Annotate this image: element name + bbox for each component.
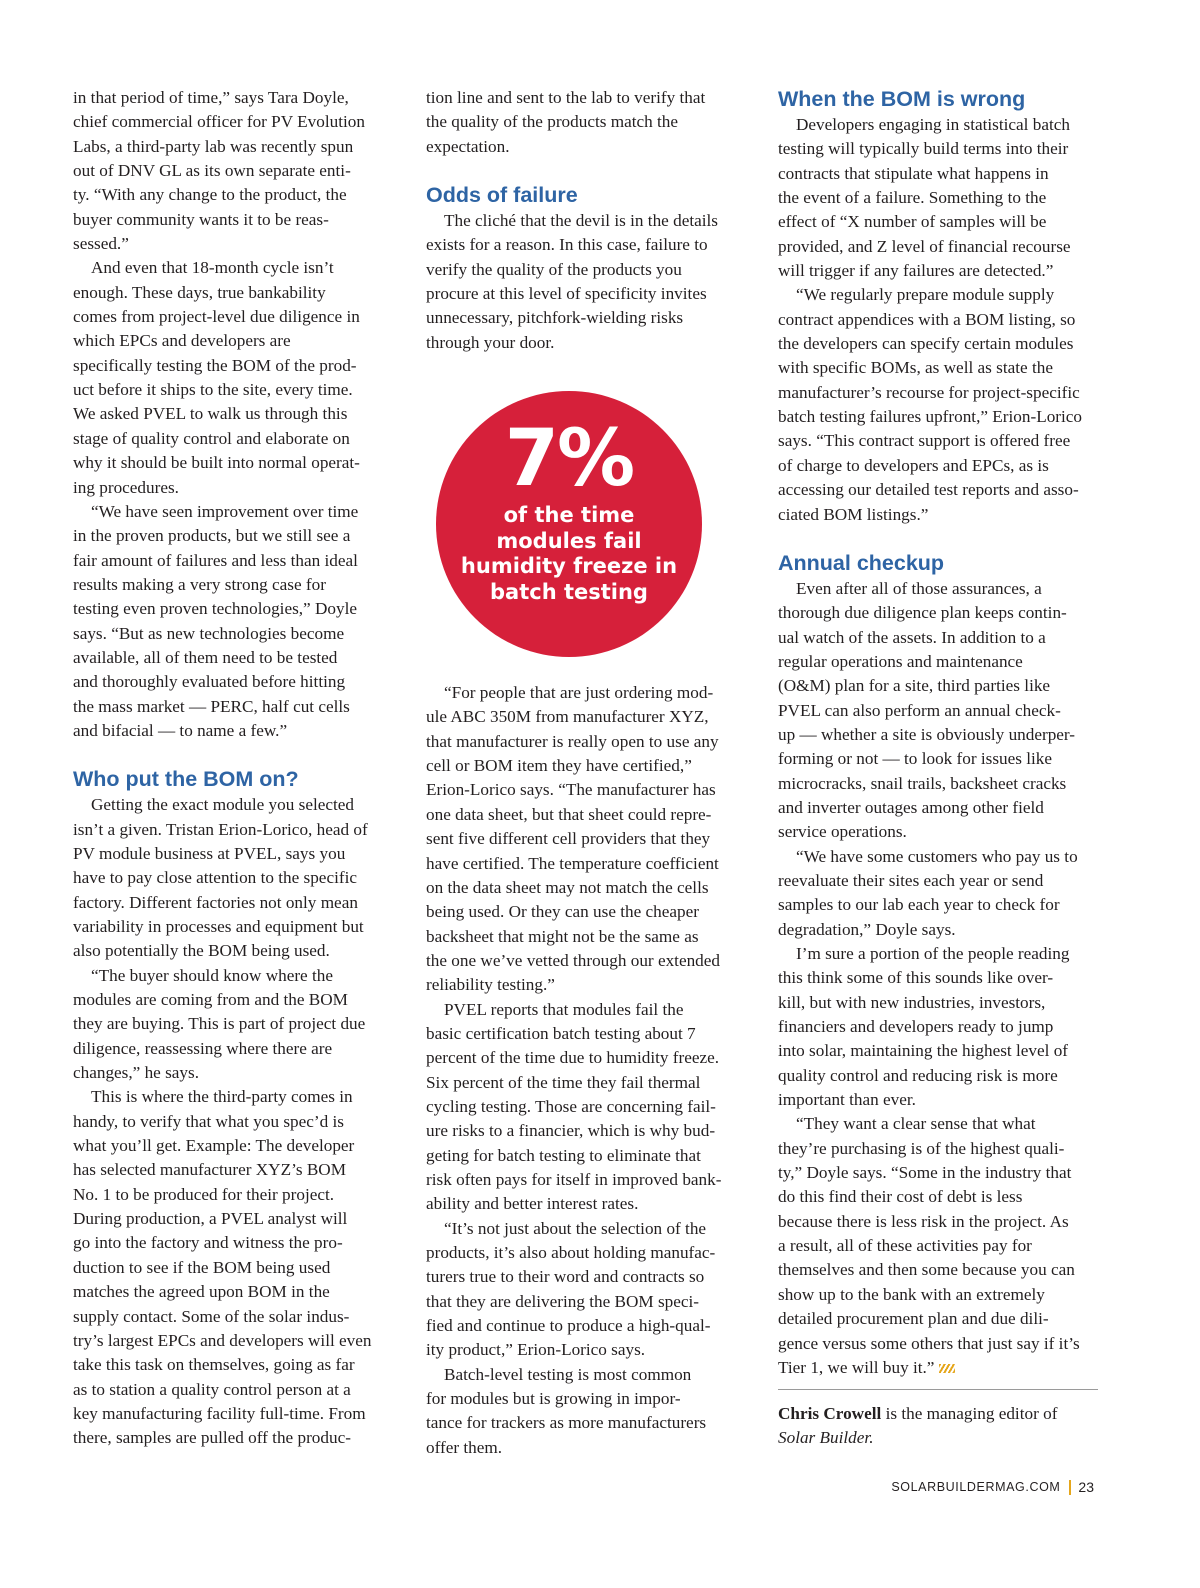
paragraph-final-text: “They want a clear sense that what they’re purchasing is of the highest quali- ty,” Doyle says. “Some in the industry that do this find their cost of debt is less because there is less risk in the project. As a result, all of these activities pay for themselves and then some because you can show up to the bank with an extremely detailed procurement plan and due dili- gence versus some others that just say if it’s Tier 1, we will buy it.” [778,1114,1080,1377]
section-heading-when-the-bom-is-wrong: When the BOM is wrong [778,87,1026,111]
paragraph: “The buyer should know where the modules are coming from and the BOM they are buying. This is part of project due diligence, reassessing where there are changes,” he says. [73,965,366,1083]
paragraph: “We have some customers who pay us to reevaluate their sites each year or send samples to our lab each year to check for degradation,” Doyle says. [778,846,1078,939]
paragraph: Getting the exact module you selected isn’t a given. Tristan Erion-Lorico, head of PV module business at PVEL, says you have to pay close attention to the specific factory. Different factories not only mean variability in processes and equipment but also potentially the BOM being used. [73,795,368,961]
byline-text: is the managing editor of [885,1404,1058,1423]
section-heading-who-put-the-bom-on: Who put the BOM on? [73,767,299,792]
paragraph: PVEL reports that modules fail the basic certification batch testing about 7 percent of the time due to humidity freeze. Six percent of the time they fail thermal cycling testing. Those are concerning fail- ure risks to a financier, which is why bud- geting for batch testing to eliminate that risk often pays for itself in improved bank- ability and better interest rates. [426,999,722,1214]
page-number: 23 [1078,1479,1094,1495]
paragraph: “We regularly prepare module supply contract appendices with a BOM listing, so the developers can specify certain modules with specific BOMs, as well as state the manufacturer’s recourse for project-specific batch testing failures upfront,” Erion-Lorico says. “This contract support is offered free of charge to developers and EPCs, as is accessing our detailed test reports and asso- ciated BOM listings.” [778,285,1083,524]
author-byline [778,1402,1100,1451]
page-footer [891,1479,1094,1495]
paragraph: The cliché that the devil is in the details exists for a reason. In this case, failure to verify the quality of the products you procure at this level of specificity invites unnecessary, pitchfork-wielding risks through your door. [426,211,718,352]
end-mark-icon [939,1364,955,1373]
callout-container [426,355,746,681]
paragraph: Even after all of those assurances, a thorough due diligence plan keeps contin- ual watch of the assets. In addition to a regular operations and maintenance (O&M) plan for a site, third parties like PVEL can also perform an annual check- up — whether a site is obviously underper- forming or not — to look for issues like microcracks, snail trails, backsheet cracks and inverter outages among other field service operations. [778,578,1076,842]
paragraph: And even that 18-month cycle isn’t enough. These days, true bankability comes from project-level due diligence in which EPCs and developers are specifically testing the BOM of the prod- uct before it ships to the site, every time. We asked PVEL to walk us through this stage of quality control and elaborate on why it should be built into normal operat- ing procedures. [73,258,360,497]
callout-caption: of the time modules fail humidity freeze in batch testing [460,503,678,604]
paragraph: Developers engaging in statistical batch testing will typically build terms into their contracts that stipulate what happens in the event of a failure. Something to the effect of “X number of samples will be provided, and Z level of financial recourse will trigger if any failures are detected.” [778,115,1071,281]
callout-stat: 7% [504,414,634,505]
column-2 [426,86,746,1460]
stat-callout-circle [436,391,702,657]
section-heading-annual-checkup: Annual checkup [778,550,945,575]
section-heading-odds-of-failure: Odds of failure [426,183,578,208]
paragraph: “We have seen improvement over time in the proven products, but we still see a fair amount of failures and less than ideal results making a very strong case for testing even proven technologies,” Doyle says. “But as new technologies become available, all of them need to be tested and thoroughly evaluated before hitting the mass market — PERC, half cut cells and bifacial — to name a few.” [73,501,359,740]
paragraph: “It’s not just about the selection of the products, it’s also about holding manufac- turers true to their word and contracts so that they are delivering the BOM speci- fied and continue to produce a high-qual- ity product,” Erion-Lorico says. [426,1218,716,1360]
paragraph-final [778,1112,1100,1380]
paragraph: tion line and sent to the lab to verify that the quality of the products match the expectation. [426,88,706,156]
paragraph: I’m sure a portion of the people reading this think some of this sounds like over- kill, but with new industries, investors, financiers and developers ready to jump into solar, maintaining the highest level of quality control and reducing risk is more important than ever. [778,944,1070,1110]
footer-divider [1069,1480,1071,1495]
paragraph: “For people that are just ordering mod- ule ABC 350M from manufacturer XYZ, that manufacturer is really open to use any cell or BOM item they have certified,” Erion-Lorico says. “The manufacturer has one data sheet, but that sheet could repre- sent five different cell providers that they have certified. The temperature coefficient on the data sheet may not match the cells being used. Or they can use the cheaper backsheet that might not be the same as the one we’ve vetted through our extended reliability testing.” [426,683,720,995]
paragraph: in that period of time,” says Tara Doyle, chief commercial officer for PV Evolution Labs, a third-party lab was recently spun out of DNV GL as its own separate enti- ty. “With any change to the product, the buyer community wants it to be reas- sessed.” [73,88,365,254]
author-name: Chris Crowell [778,1404,882,1423]
paragraph: Batch-level testing is most common for modules but is growing in impor- tance for trackers as more manufacturers offer them. [426,1364,707,1457]
byline-divider [778,1389,1098,1390]
column-1 [73,86,393,1451]
footer-site-url: SOLARBUILDERMAG.COM [891,1480,1061,1494]
publication-name: Solar Builder. [778,1428,874,1448]
column-3 [778,86,1100,1380]
paragraph: This is where the third-party comes in handy, to verify that what you spec’d is what you’ll get. Example: The developer has selected manufacturer XYZ’s BOM No. 1 to be produced for their project. During production, a PVEL analyst will go into the factory and witness the pro- duction to see if the BOM being used matches the agreed upon BOM in the supply contact. Some of the solar indus- try’s largest EPCs and developers will even take this task on themselves, going as far as to station a quality control person at a key manufacturing facility full-time. From there, samples are pulled off the produc- [73,1087,372,1448]
